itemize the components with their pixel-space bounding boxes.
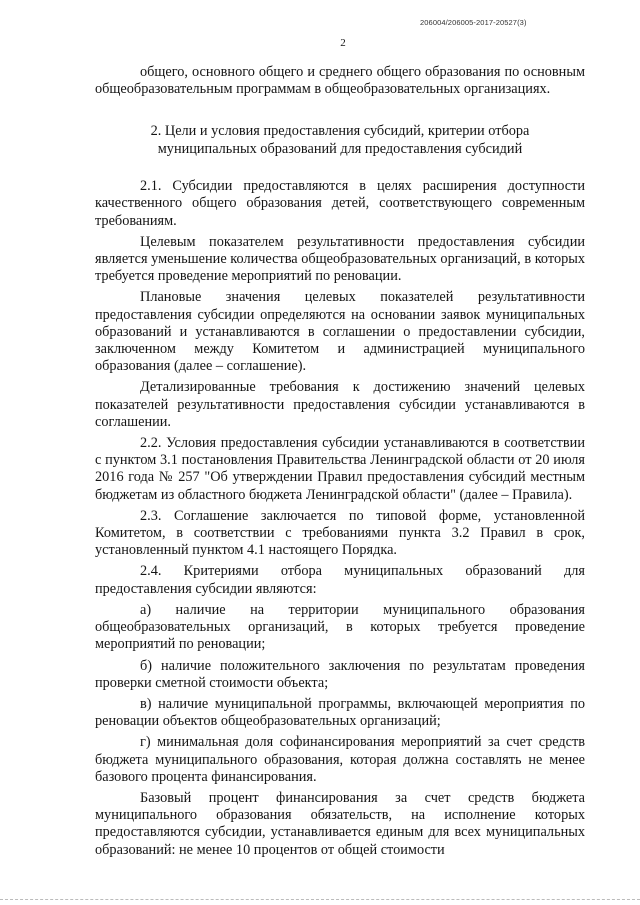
- document-id: 206004/206005-2017-20527(3): [420, 18, 527, 27]
- paragraph-2-4: 2.4. Критериями отбора муниципальных образований для предоставления субсидии являются:: [95, 563, 585, 597]
- paragraph-2-2: 2.2. Условия предоставления субсидии устанавливаются в соответствии с пунктом 3.1 постановления Правительства Ленинградской области от 20 июля 2016 года № 257 "Об утверждении Правил предоставления субсидий местным бюджетам из областного бюджета Ленинградской области" (далее – Правила).: [95, 435, 585, 503]
- criterion-item-b: б) наличие положительного заключения по результатам проведения проверки сметной стоимости объекта;: [95, 657, 585, 691]
- paragraph-target-indicator: Целевым показателем результативности предоставления субсидии является уменьшение количества общеобразовательных организаций, в которых требуется проведение мероприятий по реновации.: [95, 233, 585, 285]
- page-number: 2: [340, 37, 346, 49]
- criterion-item-v: в) наличие муниципальной программы, включающей мероприятия по реновации объектов общеобразовательных организаций;: [95, 695, 585, 730]
- criterion-item-a: а) наличие на территории муниципального образования общеобразовательных организаций, в которых требуется проведение мероприятий по реновации;: [95, 601, 585, 653]
- criterion-item-g: г) минимальная доля софинансирования мероприятий за счет средств бюджета муниципального образования, которая должна составлять не менее базового процента финансирования.: [95, 734, 585, 785]
- paragraph-detailed-requirements: Детализированные требования к достижению значений целевых показателей результативности предоставления субсидии устанавливаются в соглашении.: [95, 379, 585, 430]
- document-body: [95, 64, 585, 859]
- intro-paragraph: общего, основного общего и среднего общего образования по основным общеобразовательным программам в общеобразовательных организациях.: [95, 64, 585, 98]
- paragraph-2-1: 2.1. Субсидии предоставляются в целях расширения доступности качественного общего образования детей, соответствующего современным требованиям.: [95, 178, 585, 229]
- paragraph-planned-values: Плановые значения целевых показателей результативности предоставления субсидии определяются на основании заявок муниципальных образований и устанавливаются в соглашении о предоставлении субсидии, заключенном между Комитетом и администрацией муниципального образования (далее – соглашение).: [95, 289, 585, 375]
- scan-bottom-edge: [0, 899, 640, 900]
- section-title: 2. Цели и условия предоставления субсидий, критерии отбора муниципальных образований для предоставления субсидий: [150, 123, 530, 157]
- paragraph-base-percent: Базовый процент финансирования за счет средств бюджета муниципального образования обязательств, на исполнение которых предоставляются субсидии, устанавливается единым для всех муниципальных образований: не менее 10 процентов от общей стоимости: [95, 789, 585, 858]
- paragraph-2-3: 2.3. Соглашение заключается по типовой форме, установленной Комитетом, в соответствии с требованиями пункта 3.2 Правил в срок, установленный пунктом 4.1 настоящего Порядка.: [95, 507, 585, 559]
